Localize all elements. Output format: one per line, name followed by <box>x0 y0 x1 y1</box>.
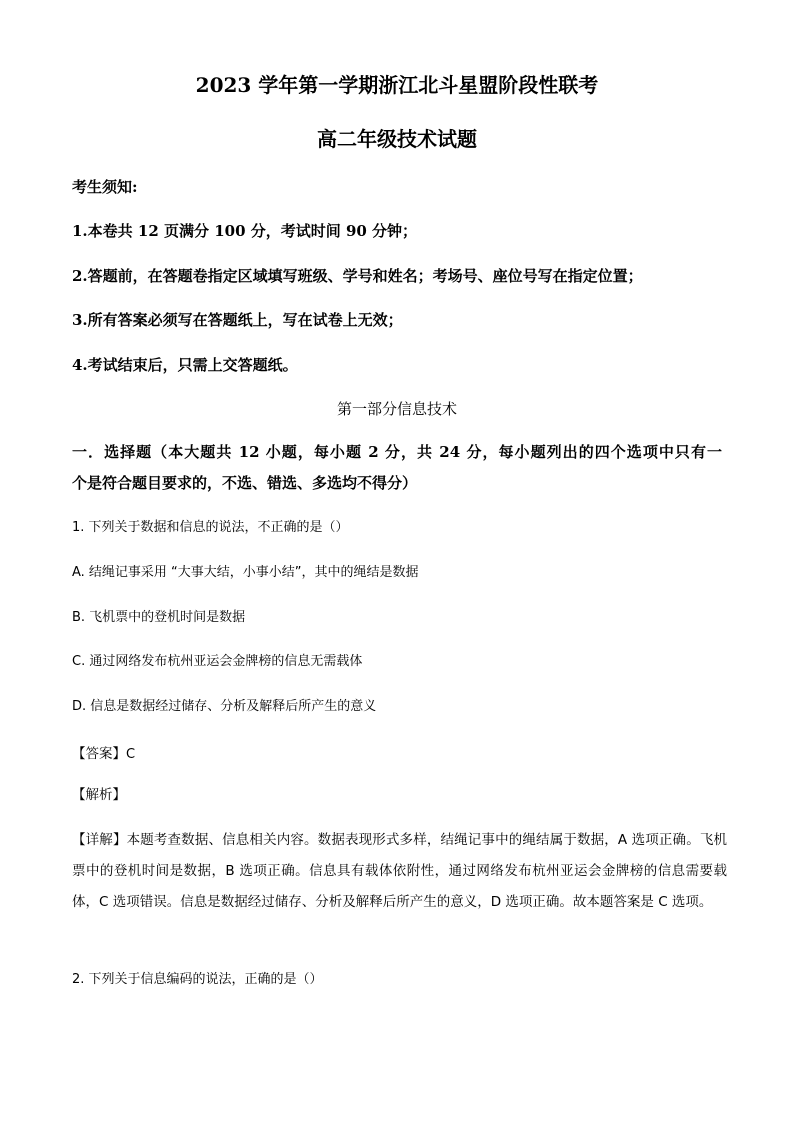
analysis-label: 【解析】 <box>72 787 126 803</box>
answer-line <box>72 743 135 763</box>
instruction-item-3: 3.所有答案必须写在答题纸上，写在试卷上无效； <box>72 311 403 329</box>
section-intro-line-1: 一．选择题（本大题共 12 小题，每小题 2 分，共 24 分，每小题列出的四个选项中只有一 <box>72 443 722 461</box>
section-intro-line-2: 个是符合题目要求的，不选、错选、多选均不得分） <box>72 474 418 492</box>
question-1-option-a: A. 结绳记事采用 “大事大结，小事小结”，其中的绳结是数据 <box>72 565 419 580</box>
exam-subtitle: 高二年级技术试题 <box>317 127 477 151</box>
instruction-item-4: 4.考试结束后，只需上交答题纸。 <box>72 356 298 374</box>
question-1-option-c: C. 通过网络发布杭州亚运会金牌榜的信息无需载体 <box>72 654 363 669</box>
answer-label: 【答案】 <box>72 746 126 762</box>
answer-value: C <box>126 747 136 762</box>
question-1-option-b: B. 飞机票中的登机时间是数据 <box>72 610 246 625</box>
question-1-detail: 【详解】本题考查数据、信息相关内容。数据表现形式多样，结绳记事中的绳结属于数据，A 选项正确。飞机票中的登机时间是数据，B 选项正确。信息具有载体依附性，通过网络发布杭州亚运会金牌榜的信息需要载体，C 选项错误。信息是数据经过储存、分析及解释后所产生的意义，D 选项正确。故本题答案是 C 选项。 <box>72 832 727 910</box>
question-1-option-d: D. 信息是数据经过储存、分析及解释后所产生的意义 <box>72 699 377 714</box>
question-2-stem: 2. 下列关于信息编码的说法，正确的是（） <box>72 972 323 987</box>
instructions-heading: 考生须知: <box>72 178 138 196</box>
instruction-item-1: 1.本卷共 12 页满分 100 分，考试时间 90 分钟； <box>72 222 418 240</box>
question-1-stem: 1. 下列关于数据和信息的说法，不正确的是（） <box>72 520 349 535</box>
exam-title: 2023 学年第一学期浙江北斗星盟阶段性联考 <box>195 73 599 97</box>
part-title: 第一部分信息技术 <box>336 400 457 418</box>
instruction-item-2: 2.答题前，在答题卷指定区域填写班级、学号和姓名；考场号、座位号写在指定位置； <box>72 267 643 285</box>
